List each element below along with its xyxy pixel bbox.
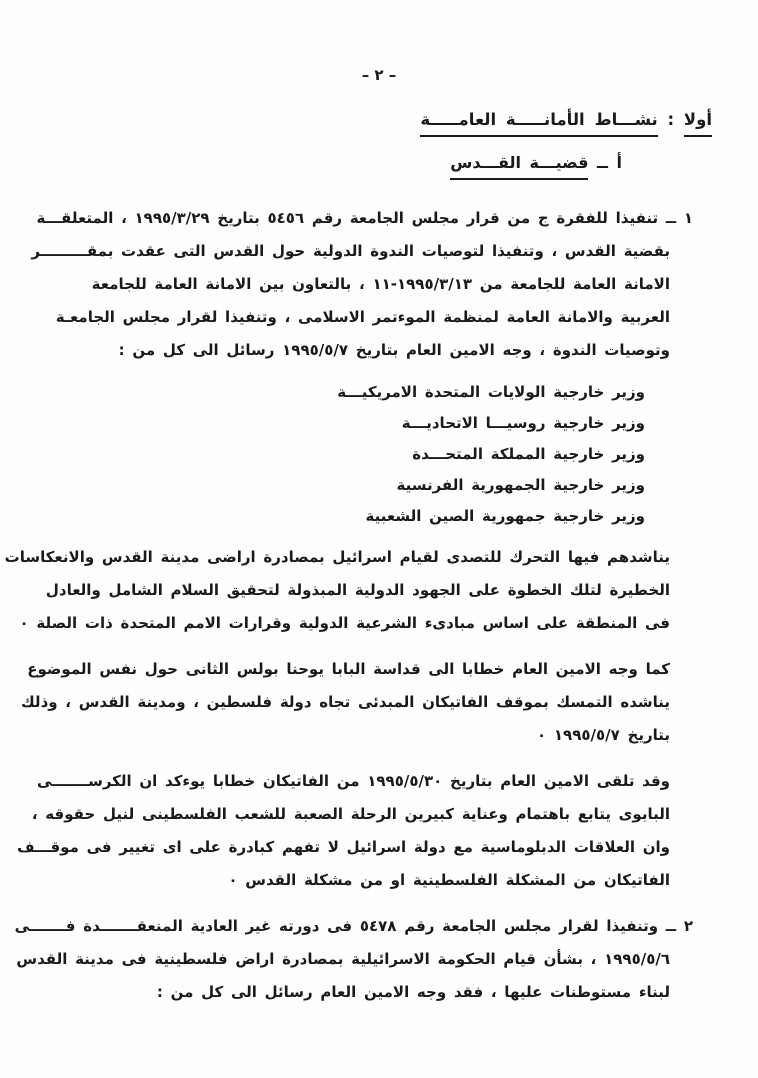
- paragraph-5-line: ١٩٩٥/٥/٦ ، بشأن قيام الحكومة الاسرائيلية بمصادرة اراض فلسطينية فى مدينة القدس: [16, 950, 670, 968]
- paragraph-4-line: الفاتيكان من المشكلة الفلسطينية او من مشكلة القدس ٠: [228, 871, 670, 889]
- paragraph-3-line: كما وجه الامين العام خطابا الى قداسة البابا يوحنا بولس الثانى حول نفس الموضوع: [27, 660, 670, 678]
- paragraph-2: [4, 541, 670, 640]
- section-heading: [420, 110, 712, 129]
- paragraph-2-line: يناشدهم فيها التحرك للتصدى لقيام اسرائيل بمصادرة اراضى مدينة القدس والانعكاسات: [4, 548, 670, 566]
- paragraph-1-line: الامانة العامة للجامعة من ⁦١٩٩٥/٣/١٣-١١⁩ ، بالتعاون بين الامانة العامة للجامعة: [91, 275, 670, 293]
- section-heading-title: نشـــاط الأمانـــــة العامـــــة: [420, 110, 657, 137]
- list-item: وزير خارجية روسيـــا الاتحاديـــة: [401, 414, 645, 432]
- document-body: [4, 202, 693, 1009]
- paragraph-3-line: بتاريخ ١٩٩٥/٥/٧ ٠: [537, 726, 670, 744]
- paragraph-4-line: البابوى يتابع باهتمام وعناية كبيرين الرحلة الصعبة للشعب الفلسطينى لنيل حقوقه ،: [31, 805, 670, 823]
- paragraph-1-line: بقضية القدس ، وتنفيذا لتوصيات الندوة الدولية حول القدس التى عقدت بمقـــــــــر: [31, 242, 670, 260]
- list-item: وزير خارجية الولايات المتحدة الامريكيـــة: [337, 383, 645, 401]
- paragraph-5-line: ٢ ــ وتنفيذا لقرار مجلس الجامعة رقم ٥٤٧٨ فى دورته غير العادية المنعقـــــــدة فـــــــى: [14, 917, 693, 935]
- paragraph-5: [14, 910, 693, 1009]
- ministers-list: [56, 377, 645, 532]
- paragraph-4-line: وان العلاقات الدبلوماسية مع دولة اسرائيل لا تفهم كبادرة على اى تغيير فى موقـــف: [17, 838, 670, 856]
- paragraph-5-line: لبناء مستوطنات عليها ، فقد وجه الامين العام رسائل الى كل من :: [156, 983, 670, 1001]
- subsection-heading: [450, 153, 622, 172]
- section-heading-separator: :: [657, 110, 684, 129]
- list-item: وزير خارجية جمهورية الصين الشعبية: [365, 507, 645, 525]
- paragraph-4-line: وقد تلقى الامين العام بتاريخ ١٩٩٥/٥/٣٠ من الفاتيكان خطابا يوءكد ان الكرســـــــى: [37, 772, 670, 790]
- section-heading-label: أولا: [684, 110, 712, 137]
- page-number: – ٢ –: [361, 66, 397, 84]
- paragraph-3: [20, 653, 670, 752]
- paragraph-1-line: العربية والامانة العامة لمنظمة الموءتمر الاسلامى ، وتنفيذا لقرار مجلس الجامعـة: [55, 308, 670, 326]
- list-item: وزير خارجية الجمهورية الفرنسية: [396, 476, 645, 494]
- paragraph-2-line: الخطيرة لتلك الخطوة على الجهود الدولية المبذولة لتحقيق السلام الشامل والعادل: [45, 581, 670, 599]
- list-item: وزير خارجية المملكة المتحـــدة: [412, 445, 645, 463]
- paragraph-4: [17, 765, 670, 897]
- paragraph-1-line: ١ ــ تنفيذا للفقرة ج من قرار مجلس الجامعة رقم ٥٤٥٦ بتاريخ ١٩٩٥/٣/٢٩ ، المتعلقـــة: [36, 209, 693, 227]
- paragraph-3-line: يناشده التمسك بموقف الفاتيكان المبدئى تجاه دولة فلسطين ، ومدينة القدس ، وذلك: [20, 693, 670, 711]
- subsection-heading-title: قضيـــة القـــدس: [450, 153, 588, 180]
- paragraph-2-line: فى المنطقة على اساس مبادىء الشرعية الدولية وقرارات الامم المتحدة ذات الصلة ٠: [19, 614, 670, 632]
- subsection-heading-prefix: أ ــ: [597, 153, 622, 172]
- paragraph-1: [31, 202, 693, 367]
- paragraph-1-line: وتوصيات الندوة ، وجه الامين العام بتاريخ ١٩٩٥/٥/٧ رسائل الى كل من :: [118, 341, 670, 359]
